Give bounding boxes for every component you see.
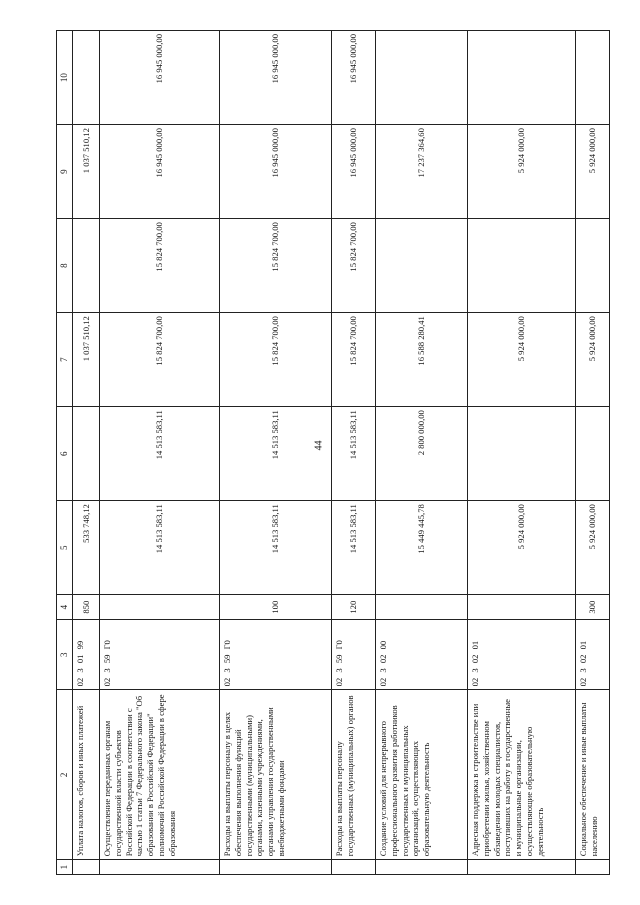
row-value-col9: 5 924 000,00 xyxy=(468,125,576,219)
row-value-col6 xyxy=(73,407,100,501)
column-header: 1 xyxy=(57,860,73,875)
header-row xyxy=(57,31,73,875)
row-value-col9: 17 237 364,60 xyxy=(376,125,468,219)
row-name: Социальное обеспечение и иные выплаты населению xyxy=(576,690,610,860)
row-expense-type xyxy=(468,595,576,620)
row-value-col7: 5 924 000,00 xyxy=(576,313,610,407)
row-value-col8: 15 824 700,00 xyxy=(100,219,220,313)
row-marker-cell xyxy=(376,860,468,875)
row-value-col6: 14 513 583,11 xyxy=(220,407,332,501)
row-value-col10 xyxy=(468,31,576,125)
row-value-col7: 15 824 700,00 xyxy=(332,313,376,407)
row-value-col5: 14 513 583,11 xyxy=(332,501,376,595)
row-marker-cell xyxy=(100,860,220,875)
row-value-col9: 16 945 000,00 xyxy=(220,125,332,219)
row-name: Создание условий для непрерывного профессионального развития работников государственных и муниципальных организаций, осуществляющих образовательную деятельность xyxy=(376,690,468,860)
row-marker-cell xyxy=(220,860,332,875)
row-value-col7: 16 588 280,41 xyxy=(376,313,468,407)
row-expense-type: 120 xyxy=(332,595,376,620)
row-value-col9: 16 945 000,00 xyxy=(100,125,220,219)
column-header: 7 xyxy=(57,313,73,407)
row-value-col9: 1 037 510,12 xyxy=(73,125,100,219)
row-code: 02 3 02 01 xyxy=(468,620,576,690)
row-name: Расходы на выплаты персоналу в целях обеспечения выполнения функций государственными (муниципальными) органами, казенными учреждениями, органами управления государственными внебюджетными фондами xyxy=(220,690,332,860)
row-name: Уплата налогов, сборов и иных платежей xyxy=(73,690,100,860)
row-value-col6 xyxy=(468,407,576,501)
row-code: 02 3 59 Г0 xyxy=(100,620,220,690)
row-code: 02 3 02 00 xyxy=(376,620,468,690)
row-expense-type xyxy=(100,595,220,620)
row-value-col9: 5 924 000,00 xyxy=(576,125,610,219)
row-value-col10 xyxy=(376,31,468,125)
row-marker-cell xyxy=(73,860,100,875)
row-value-col7: 5 924 000,00 xyxy=(468,313,576,407)
row-value-col10: 16 945 000,00 xyxy=(220,31,332,125)
row-value-col9: 16 945 000,00 xyxy=(332,125,376,219)
budget-table xyxy=(56,30,610,875)
row-code: 02 3 59 Г0 xyxy=(332,620,376,690)
table-row xyxy=(468,31,576,875)
row-value-col6: 2 800 000,00 xyxy=(376,407,468,501)
row-value-col8 xyxy=(576,219,610,313)
column-header: 4 xyxy=(57,595,73,620)
row-name: Расходы на выплаты персоналу государственных (муниципальных) органов xyxy=(332,690,376,860)
row-value-col8: 15 824 700,00 xyxy=(220,219,332,313)
row-expense-type: 300 xyxy=(576,595,610,620)
table-row xyxy=(376,31,468,875)
row-value-col8 xyxy=(468,219,576,313)
row-value-col7: 1 037 510,12 xyxy=(73,313,100,407)
row-code: 02 3 59 Г0 xyxy=(220,620,332,690)
row-value-col5: 14 513 583,11 xyxy=(100,501,220,595)
row-code: 02 3 02 01 xyxy=(576,620,610,690)
row-name: Осуществление переданных органам государственной власти субъектов Российской Федерации в соответствии с частью 1 статьи 7 Федерального закона "Об образовании в Российской Федерации" полномочий Российской Федерации в сфере образования xyxy=(100,690,220,860)
column-header: 8 xyxy=(57,219,73,313)
row-value-col8: 15 824 700,00 xyxy=(332,219,376,313)
table-row xyxy=(220,31,332,875)
table-row xyxy=(100,31,220,875)
row-value-col5: 15 449 445,78 xyxy=(376,501,468,595)
row-value-col6: 14 513 583,11 xyxy=(100,407,220,501)
row-marker-cell xyxy=(576,860,610,875)
table-row xyxy=(332,31,376,875)
row-value-col10: 16 945 000,00 xyxy=(100,31,220,125)
row-value-col6 xyxy=(576,407,610,501)
row-marker-cell xyxy=(468,860,576,875)
row-value-col10 xyxy=(576,31,610,125)
row-value-col5: 5 924 000,00 xyxy=(468,501,576,595)
row-marker-cell xyxy=(332,860,376,875)
row-value-col8 xyxy=(73,219,100,313)
row-value-col5: 5 924 000,00 xyxy=(576,501,610,595)
row-value-col7: 15 824 700,00 xyxy=(100,313,220,407)
column-header: 9 xyxy=(57,125,73,219)
row-expense-type xyxy=(376,595,468,620)
column-header: 2 xyxy=(57,690,73,860)
row-value-col8 xyxy=(376,219,468,313)
row-value-col5: 14 513 583,11 xyxy=(220,501,332,595)
column-header: 5 xyxy=(57,501,73,595)
rotated-table-container xyxy=(56,30,599,875)
column-header: 6 xyxy=(57,407,73,501)
row-value-col7: 15 824 700,00 xyxy=(220,313,332,407)
page-number: 44 xyxy=(313,440,325,451)
column-header: 10 xyxy=(57,31,73,125)
table-row xyxy=(73,31,100,875)
row-expense-type: 850 xyxy=(73,595,100,620)
column-header: 3 xyxy=(57,620,73,690)
row-value-col5: 533 748,12 xyxy=(73,501,100,595)
row-expense-type: 100 xyxy=(220,595,332,620)
table-row xyxy=(576,31,610,875)
row-code: 02 3 01 99 xyxy=(73,620,100,690)
row-value-col6: 14 513 583,11 xyxy=(332,407,376,501)
row-name: Адресная поддержка в строительстве или приобретении жилья, хозяйственном обзаведении молодых специалистов, поступивших на работу в государственные и муниципальные организации, осуществляющие образовательную деятельность xyxy=(468,690,576,860)
row-value-col10 xyxy=(73,31,100,125)
row-value-col10: 16 945 000,00 xyxy=(332,31,376,125)
